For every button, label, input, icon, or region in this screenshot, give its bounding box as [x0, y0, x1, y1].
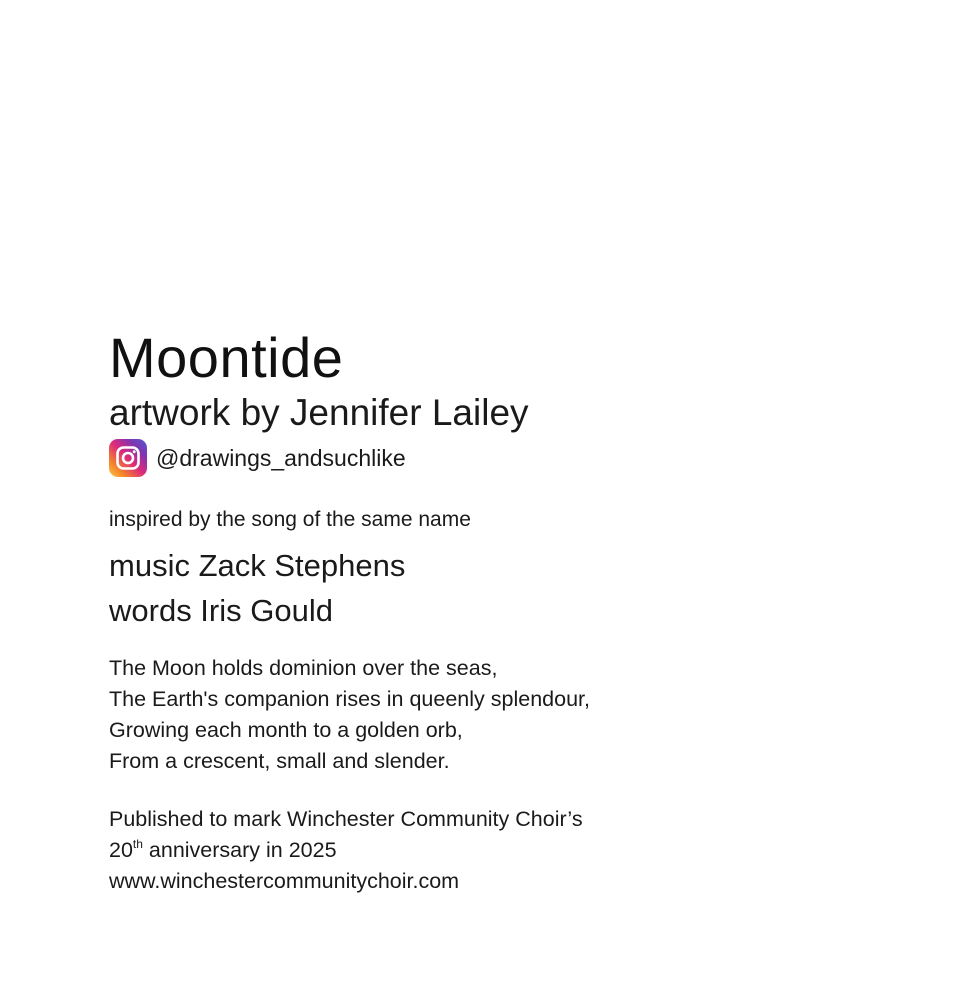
inspired-text: inspired by the song of the same name	[109, 508, 471, 531]
publication-line: Published to mark Winchester Community Choir’s	[109, 807, 583, 831]
verse-line: From a crescent, small and slender.	[109, 749, 450, 773]
verse-line: The Earth's companion rises in queenly splendour,	[109, 687, 590, 711]
anniversary-number: 20	[109, 838, 133, 862]
publication-note	[109, 804, 929, 897]
words-credit: words Iris Gould	[109, 593, 333, 628]
verse-line: Growing each month to a golden orb,	[109, 718, 463, 742]
verse	[109, 653, 929, 777]
anniversary-text: anniversary in 2025	[142, 838, 337, 862]
artwork-credit: artwork by Jennifer Lailey	[109, 392, 529, 433]
verse-line: The Moon holds dominion over the seas,	[109, 656, 498, 680]
artwork-info	[109, 325, 929, 897]
instagram-icon	[109, 439, 147, 477]
music-credit: music Zack Stephens	[109, 548, 406, 583]
website-link[interactable]: www.winchestercommunitychoir.com	[109, 869, 460, 893]
ordinal-suffix: th	[132, 837, 143, 851]
anniversary-line	[109, 835, 929, 866]
instagram-handle[interactable]: @drawings_andsuchlike	[156, 444, 406, 471]
instagram-link[interactable]	[109, 438, 929, 478]
page-title: Moontide	[109, 326, 344, 389]
